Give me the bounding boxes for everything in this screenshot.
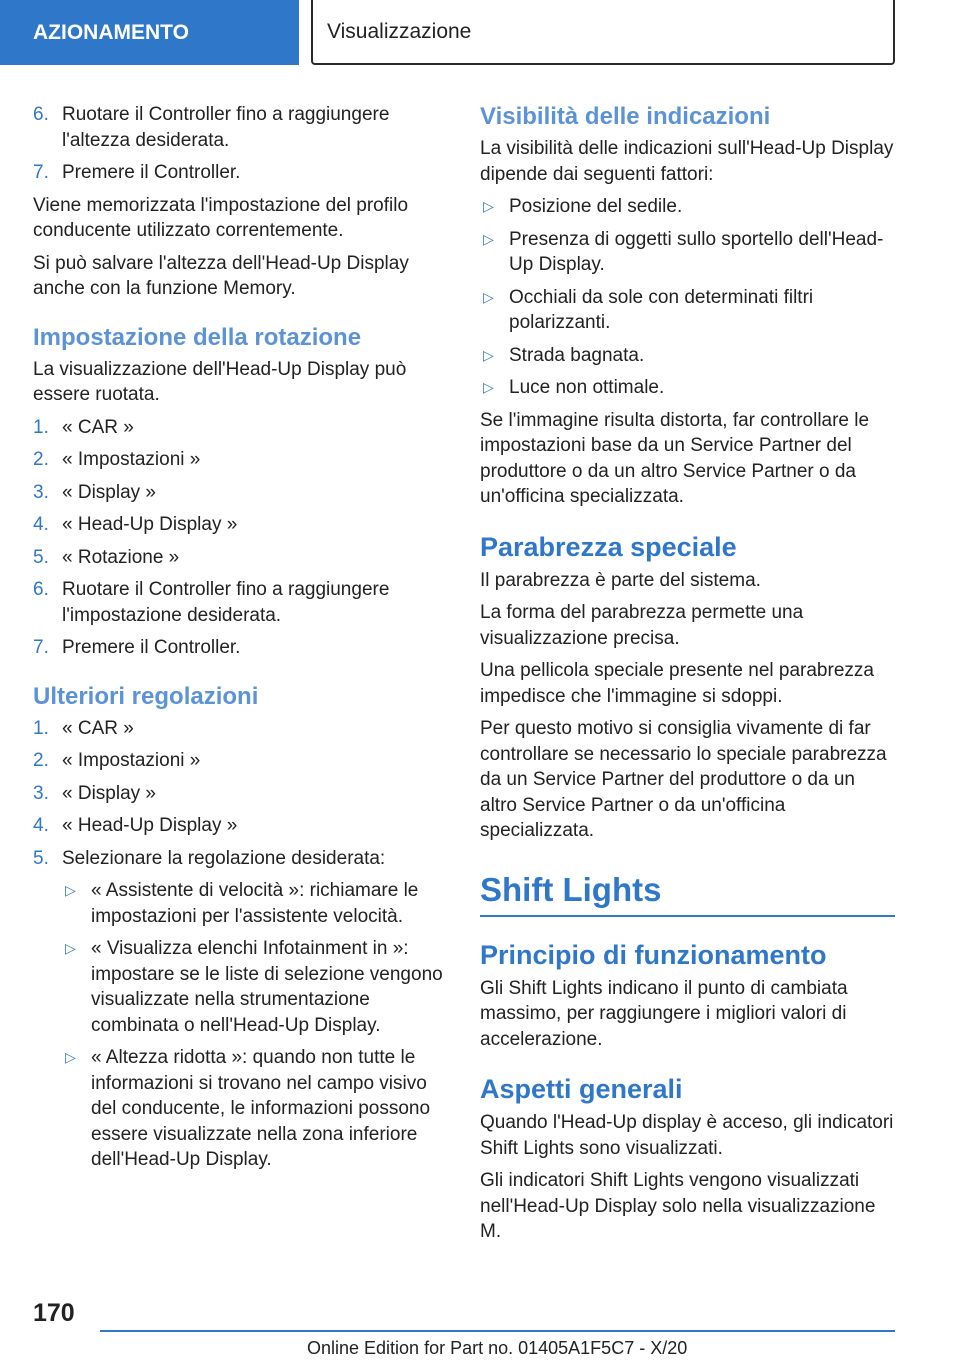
- left-column: [33, 102, 447, 1180]
- list-item: [33, 102, 447, 153]
- list-item: [480, 343, 895, 369]
- step-number: 2.: [33, 449, 49, 470]
- steps-rotation-list: [33, 415, 447, 661]
- heading-further-settings: Ulteriori regolazioni: [33, 682, 259, 710]
- paragraph: Viene memorizzata l'impostazione del profilo conducente utilizzato correntemente.: [33, 194, 409, 241]
- footer-divider: [100, 1330, 895, 1332]
- step-number: 7.: [33, 162, 49, 183]
- step-number: 4.: [33, 815, 49, 836]
- step-number: 6.: [33, 579, 49, 600]
- step-number: 3.: [33, 481, 49, 503]
- heading-rotation: Impostazione della rotazione: [33, 323, 362, 351]
- list-item: [33, 415, 447, 441]
- bullet-text: « Visualizza elenchi Infotainment in »: impostare se le liste di selezione vengono visualizzate nella strumentazione combinata o nell'Head-Up Display.: [91, 938, 443, 1036]
- heading-special-windshield: Parabrezza speciale: [480, 531, 737, 562]
- step-text: « Head-Up Display »: [62, 514, 238, 535]
- step-number: 6.: [33, 104, 49, 125]
- step-text: « Display »: [62, 481, 156, 503]
- triangle-bullet-icon: ▷: [65, 940, 76, 956]
- step-text: « Impostazioni »: [62, 750, 201, 771]
- list-item: [62, 1045, 447, 1173]
- list-item: [62, 878, 447, 929]
- triangle-bullet-icon: ▷: [483, 288, 494, 305]
- heading-shift-lights: Shift Lights: [480, 870, 895, 917]
- step-text: Premere il Controller.: [62, 637, 241, 658]
- paragraph: Se l'immagine risulta distorta, far controllare le impostazioni base da un Service Partner del produttore o da un altro Service Partner o da un'officina specializzata.: [480, 409, 870, 507]
- bullet-text: Strada bagnata.: [509, 344, 645, 366]
- list-item: [62, 936, 447, 1038]
- step-text: « Display »: [62, 782, 156, 804]
- triangle-bullet-icon: ▷: [483, 346, 494, 363]
- triangle-bullet-icon: ▷: [65, 1049, 76, 1065]
- step-text: Ruotare il Controller fino a raggiungere l'impostazione desiderata.: [62, 579, 390, 626]
- list-item: [33, 512, 447, 538]
- visibility-factors-list: [480, 194, 895, 401]
- list-item: [33, 577, 447, 628]
- step-text: « Impostazioni »: [62, 449, 201, 470]
- bullet-text: « Altezza ridotta »: quando non tutte le informazioni si trovano nel campo visivo del conducente, le informazioni possono essere visualizzate nella zona inferiore dell'Head-Up Display.: [91, 1047, 431, 1170]
- heading-visibility: Visibilità delle indicazioni: [480, 103, 771, 130]
- step-number: 5.: [33, 546, 49, 568]
- list-item: [33, 160, 447, 186]
- bullet-text: Luce non ottimale.: [509, 377, 665, 398]
- paragraph: Quando l'Head-Up display è acceso, gli indicatori Shift Lights sono visualizzati.: [480, 1112, 894, 1159]
- step-number: 1.: [33, 416, 49, 438]
- heading-principle: Principio di funzionamento: [480, 939, 827, 970]
- step-number: 5.: [33, 847, 49, 869]
- footer-edition: Online Edition for Part no. 01405A1F5C7 - X/20: [307, 1338, 688, 1358]
- step-number: 7.: [33, 637, 49, 658]
- list-item: [33, 447, 447, 473]
- triangle-bullet-icon: ▷: [483, 230, 494, 247]
- paragraph: Il parabrezza è parte del sistema.: [480, 569, 761, 591]
- steps-settings-list: [33, 716, 447, 1173]
- chapter-tab: [311, 0, 895, 65]
- paragraph: Gli indicatori Shift Lights vengono visualizzati nell'Head-Up Display solo nella visualizzazione M.: [480, 1170, 876, 1242]
- list-item: [33, 480, 447, 506]
- bullet-text: Posizione del sedile.: [509, 196, 683, 217]
- step-number: 4.: [33, 514, 49, 535]
- bullet-text: Presenza di oggetti sullo sportello dell'Head-Up Display.: [509, 228, 884, 275]
- step-text: Selezionare la regolazione desiderata:: [62, 847, 386, 869]
- paragraph: La visibilità delle indicazioni sull'Head-Up Display dipende dai seguenti fattori:: [480, 138, 894, 185]
- list-item: [33, 781, 447, 807]
- chapter-title: Visualizzazione: [327, 19, 472, 43]
- paragraph: La visualizzazione dell'Head-Up Display può essere ruotata.: [33, 358, 407, 405]
- step-text: Ruotare il Controller fino a raggiungere l'altezza desiderata.: [62, 104, 390, 151]
- list-item: [33, 846, 447, 1173]
- bullet-text: « Assistente di velocità »: richiamare le impostazioni per l'assistente velocità.: [91, 880, 419, 927]
- step-text: « Rotazione »: [62, 546, 180, 568]
- triangle-bullet-icon: ▷: [65, 882, 76, 898]
- list-item: [480, 227, 895, 278]
- list-item: [33, 635, 447, 661]
- list-item: [33, 748, 447, 774]
- page-number: 170: [33, 1299, 75, 1327]
- paragraph: Gli Shift Lights indicano il punto di cambiata massimo, per raggiungere i migliori valori di accelerazione.: [480, 977, 848, 1050]
- list-item: [33, 545, 447, 571]
- step-number: 3.: [33, 782, 49, 804]
- settings-options-list: [62, 878, 447, 1173]
- list-item: [480, 194, 895, 220]
- step-text: « CAR »: [62, 416, 134, 438]
- step-text: Premere il Controller.: [62, 162, 241, 183]
- list-item: [33, 813, 447, 839]
- paragraph: Una pellicola speciale presente nel parabrezza impedisce che l'immagine si sdoppi.: [480, 660, 874, 707]
- list-item: [480, 285, 895, 336]
- section-tab: [0, 0, 299, 65]
- bullet-text: Occhiali da sole con determinati filtri polarizzanti.: [509, 286, 814, 333]
- step-text: « Head-Up Display »: [62, 815, 238, 836]
- triangle-bullet-icon: ▷: [483, 379, 494, 395]
- section-title: AZIONAMENTO: [33, 20, 189, 44]
- right-column: [480, 102, 895, 1252]
- step-text: « CAR »: [62, 717, 134, 739]
- paragraph: Si può salvare l'altezza dell'Head-Up Display anche con la funzione Memory.: [33, 252, 409, 299]
- list-item: [33, 716, 447, 742]
- paragraph: Per questo motivo si consiglia vivamente di far controllare se necessario lo speciale parabrezza da un Service Partner del produttore o da un altro Service Partner o da un'officina specializzata.: [480, 718, 887, 841]
- triangle-bullet-icon: ▷: [483, 198, 494, 214]
- list-item: [480, 375, 895, 401]
- step-number: 2.: [33, 750, 49, 771]
- heading-general-aspects: Aspetti generali: [480, 1074, 683, 1104]
- step-number: 1.: [33, 717, 49, 739]
- paragraph: La forma del parabrezza permette una visualizzazione precisa.: [480, 602, 804, 649]
- steps-height-list: [33, 102, 447, 186]
